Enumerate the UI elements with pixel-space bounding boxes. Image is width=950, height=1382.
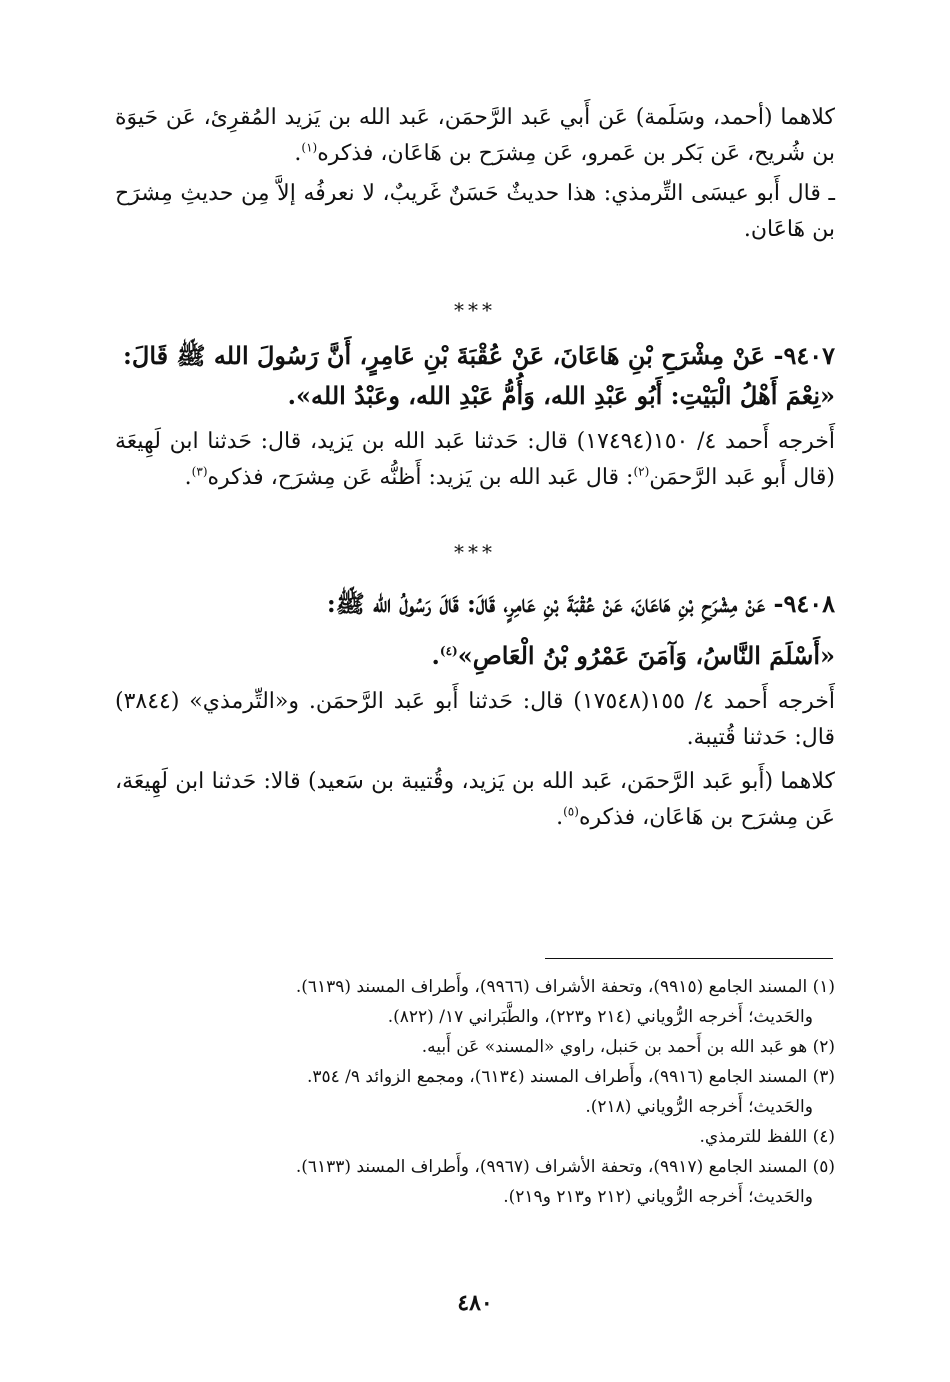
- hadith-9408-matn: «أَسْلَمَ النَّاسُ، وَآمَنَ عَمْرُو بْنُ الْعَاصِ»$^{(٤)}$.: [431, 641, 835, 670]
- final-text: كلاهما (أَبو عَبد الرَّحمَن، عَبد الله بن يَزيد، وقُتيبة بن سَعيد) قالا: حَدثنا ابن لَهِيعَة، عَن مِشرَح بن هَاعَان، فذكره: [115, 769, 835, 830]
- footnote-3: (٣) المسند الجامع (٩٩١٦)، وأَطراف المسند (٦١٣٤)، ومجمع الزوائد ٩/ ٣٥٤.: [306, 1067, 835, 1087]
- tirmidhi-comment: ـ قال أَبو عيسَى التِّرمذي: هذا حديثٌ حَسَنٌ غَريبٌ، لا نعرفُه إلاَّ مِن حديثِ مِشرَح بن هَاعَان.: [115, 181, 835, 242]
- takhrij-text: أَخرجه أَحمد ٤/ ١٥٠(١٧٤٩٤) قال: حَدثنا عَبد الله بن يَزيد، قال: حَدثنا ابن لَهِيعَة (قال أَبو عَبد الرَّحمَن: [115, 429, 835, 490]
- footnote-ref-4: (٤): [439, 644, 458, 658]
- intro-section: [115, 100, 835, 248]
- hadith-9407-text: [115, 336, 835, 376]
- hadith-9408-final: كلاهما (أَبو عَبد الرَّحمَن، عَبد الله بن يَزيد، وقُتيبة بن سَعيد) قالا: حَدثنا ابن لَهِيعَة، عَن مِشرَح بن هَاعَان، فذكره$^{(٥)}$.: [115, 769, 835, 830]
- footnote-4: (٤) اللفظ للترمذي.: [699, 1127, 835, 1147]
- footnote-1-cont: والحَديث؛ أَخرجه الرُّوياني (٢١٤ و٢٢٣)، والطَّبَراني ١٧/ (٨٢٢).: [387, 1007, 813, 1027]
- section-separator: ***: [454, 540, 496, 564]
- footnote-2: (٢) هو عَبد الله بن أَحمد بن حَنبل، راوي «المسند» عَن أَبيه.: [421, 1037, 835, 1057]
- hadith-9407-matn: «نِعْمَ أَهْلُ الْبَيْتِ: أَبُو عَبْدِ الله، وَأُمُّ عَبْدِ الله، وعَبْدُ الله».: [287, 381, 835, 410]
- footnote-divider: [545, 958, 833, 959]
- hadith-9408-text: [115, 582, 835, 626]
- section-separator: ***: [454, 298, 496, 322]
- hadith-9407-takhrij: أَخرجه أَحمد ٤/ ١٥٠(١٧٤٩٤) قال: حَدثنا عَبد الله بن يَزيد، قال: حَدثنا ابن لَهِيعَة (قال أَبو عَبد الرَّحمَن$^{(٢)}$: قال عَبد الله بن يَزيد: أَظنُّه عَن مِشرَح، فذكره$^{(٣)}$.: [115, 429, 835, 490]
- hadith-isnad: عَنْ مِشْرَحِ بْنِ هَاعَانَ، عَنْ عُقْبَةَ بْنِ عَامِرٍ، أَنَّ رَسُولَ الله ﷺ قَالَ:: [123, 341, 766, 370]
- footnote-ref-3: (٣): [191, 464, 208, 479]
- takhrij-continuation: : قال عَبد الله بن يَزيد: أَظنُّه عَن مِشرَح، فذكره: [207, 465, 634, 490]
- intro-text: كلاهما (أحمد، وسَلَمة) عَن أَبي عَبد الرَّحمَن، عَبد الله بن يَزيد المُقرِئ، عَن حَيوَة بن شُريح، عَن بَكر بن عَمرو، عَن مِشرَح بن هَاعَان، فذكره: [115, 105, 835, 166]
- footnote-1: (١) المسند الجامع (٩٩١٥)، وتحفة الأشراف (٩٩٦٦)، وأَطراف المسند (٦١٣٩).: [295, 977, 835, 997]
- hadith-number: ٩٤٠٧-: [773, 341, 835, 370]
- footnote-5-cont: والحَديث؛ أَخرجه الرُّوياني (٢١٢ و٢١٣ و٢١٩).: [503, 1187, 813, 1207]
- intro-paragraph: كلاهما (أحمد، وسَلَمة) عَن أَبي عَبد الرَّحمَن، عَبد الله بن يَزيد المُقرِئ، عَن حَيوَة بن شُريح، عَن بَكر بن عَمرو، عَن مِشرَح بن هَاعَان، فذكره$^{(١)}$.: [115, 105, 835, 166]
- footnote-3-cont: والحَديث؛ أَخرجه الرُّوياني (٢١٨).: [585, 1097, 813, 1117]
- hadith-number: ٩٤٠٨-: [773, 589, 835, 618]
- page-number: ٤٨٠: [457, 1290, 493, 1316]
- hadith-9407: [115, 336, 835, 496]
- footnote-ref-5: (٥): [563, 804, 579, 819]
- footnote-5: (٥) المسند الجامع (٩٩١٧)، وتحفة الأشراف (٩٩٦٧)، وأَطراف المسند (٦١٣٣).: [295, 1157, 835, 1177]
- footnote-ref-2: (٢): [633, 464, 650, 479]
- footnotes: [115, 972, 835, 1212]
- footnote-ref-1: (١): [301, 140, 318, 155]
- hadith-9408: [115, 582, 835, 836]
- hadith-matn-text: «أَسْلَمَ النَّاسُ، وَآمَنَ عَمْرُو بْنُ الْعَاصِ»: [457, 641, 835, 670]
- hadith-9408-takhrij: أَخرجه أَحمد ٤/ ١٥٥(١٧٥٤٨) قال: حَدثنا أَبو عَبد الرَّحمَن. و«التِّرمذي» (٣٨٤٤) قال: حَدثنا قُتيبة.: [115, 689, 835, 750]
- hadith-isnad: عَنْ مِشْرَحِ بْنِ هَاعَانَ، عَنْ عُقْبَةَ بْنِ عَامِرٍ، قَالَ: قَالَ رَسُولُ الله ﷺ:: [326, 589, 766, 618]
